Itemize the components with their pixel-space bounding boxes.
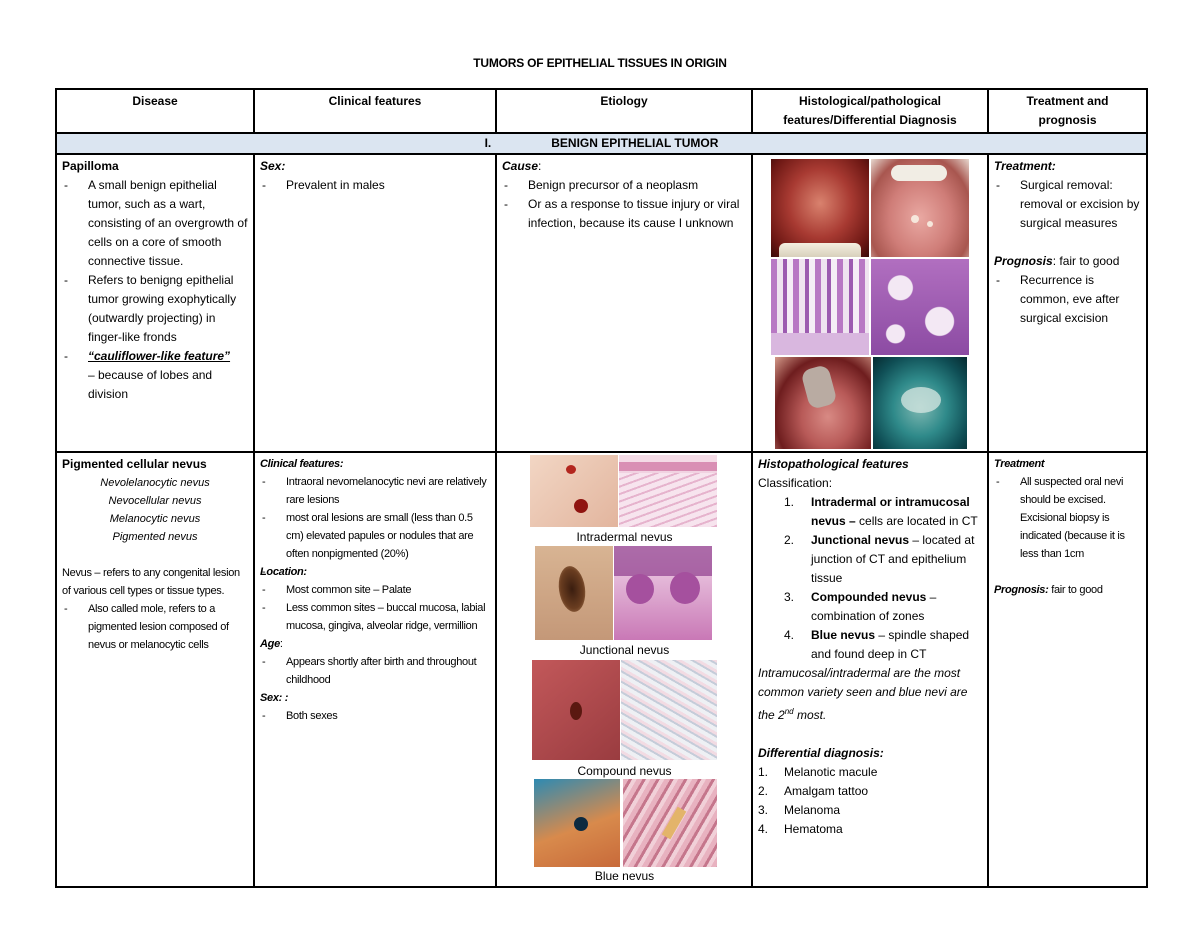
list-item: - All suspected oral nevi should be excised. Excisional biopsy is indicated (because it is less than 1cm — [994, 473, 1141, 563]
list-item: - Surgical removal: removal or excision by surgical measures — [994, 176, 1141, 233]
list-item: - Benign precursor of a neoplasm — [502, 176, 746, 195]
ddx-item: 4. Hematoma — [758, 822, 843, 836]
nevus-definition: Nevus – refers to any congenital lesion of various cell types or tissue types. — [62, 567, 240, 597]
header-treatment: Treatment and prognosis — [988, 89, 1147, 133]
list-item: - A small benign epithelial tumor, such as a wart, consisting of an overgrowth of cells on a core of smooth connective tissue. — [62, 176, 248, 271]
papilloma-clinical-cell — [254, 154, 496, 452]
class-item: 2. Junctional nevus – located at junction of CT and epithelium tissue — [784, 533, 975, 585]
list-item: - Or as a response to tissue injury or viral infection, because its cause I unknown — [502, 195, 746, 233]
tumor-table — [55, 88, 1148, 888]
list-item: - Prevalent in males — [260, 176, 490, 195]
header-row — [56, 89, 1147, 133]
papilloma-histology-2 — [871, 259, 969, 355]
age-label: Age — [260, 638, 280, 650]
nevus-disease-cell — [56, 452, 254, 887]
variety-note: Intramucosal/intradermal are the most common variety seen and blue nevi are the 2nd most. — [758, 666, 968, 722]
junctional-histology — [614, 546, 712, 640]
header-etiology: Etiology — [496, 89, 752, 133]
papilloma-histology-1 — [771, 259, 869, 355]
papilloma-treatment-cell — [988, 154, 1147, 452]
class-item: 3. Compounded nevus – combination of zones — [784, 590, 937, 623]
synonym: Melanocytic nevus — [109, 513, 201, 525]
compound-histology — [621, 660, 717, 760]
blue-histology — [623, 779, 717, 867]
section-title: I. BENIGN EPITHELIAL TUMOR — [56, 133, 1147, 154]
clinical-features-label: Clinical features: — [260, 458, 344, 470]
sex-label: Sex: — [260, 159, 286, 173]
prognosis-value: : fair to good — [1052, 254, 1120, 268]
class-item: 4. Blue nevus – spindle shaped and found deep in CT — [784, 628, 970, 661]
synonym: Pigmented nevus — [112, 531, 198, 543]
header-disease: Disease — [56, 89, 254, 133]
treatment-label: Treatment — [994, 458, 1045, 470]
nevus-images-cell — [496, 452, 752, 887]
synonym: Nevolelanocytic nevus — [100, 477, 210, 489]
nevus-histo-cell — [752, 452, 988, 887]
section-row — [56, 133, 1147, 154]
page-title: TUMORS OF EPITHELIAL TISSUES IN ORIGIN — [473, 56, 727, 70]
compound-caption: Compound nevus — [577, 764, 672, 778]
list-item: - Less common sites – buccal mucosa, labial mucosa, gingiva, alveolar ridge, vermillion — [260, 599, 490, 635]
papilloma-photo-1 — [771, 159, 869, 257]
classification-label: Classification: — [758, 476, 833, 490]
header-clinical: Clinical features — [254, 89, 496, 133]
blue-photo — [534, 779, 620, 867]
class-item: 1. Intradermal or intramucosal nevus – cells are located in CT — [784, 495, 978, 528]
ddx-item: 1. Melanotic macule — [758, 765, 878, 779]
nevus-treatment-cell — [988, 452, 1147, 887]
papilloma-disease-cell — [56, 154, 254, 452]
junctional-photo — [535, 546, 613, 640]
intradermal-photo — [530, 455, 618, 527]
list-item: - “cauliflower-like feature” – because of lobes and division — [62, 347, 248, 404]
list-item: - Also called mole, refers to a pigmented lesion composed of nevus or melanocytic cells — [62, 600, 248, 654]
intradermal-caption: Intradermal nevus — [576, 530, 673, 544]
disease-name: Papilloma — [62, 159, 119, 173]
prognosis-value: fair to good — [1048, 584, 1103, 596]
prognosis-label: Prognosis — [994, 254, 1053, 268]
papilloma-photo-4 — [873, 357, 967, 449]
papilloma-etiology-cell: Cause: - Benign precursor of a neoplasm - Or as a response to tissue injury or viral infection, because its cause I unknown — [496, 154, 752, 452]
list-item: - Intraoral nevomelanocytic nevi are relatively rare lesions — [260, 473, 490, 509]
list-item: - most oral lesions are small (less than 0.5 cm) elevated papules or nodules that are often nonpigmented (20%) — [260, 509, 490, 563]
papilloma-row — [56, 154, 1147, 452]
synonym: Nevocellular nevus — [108, 495, 202, 507]
papilloma-photo-3 — [775, 357, 871, 449]
list-item: - Recurrence is common, eve after surgical excision — [994, 271, 1141, 328]
location-label: Location: — [260, 566, 307, 578]
list-item: - Refers to benigng epithelial tumor growing exophytically (outwardly projecting) in finger-like fronds — [62, 271, 248, 347]
sex-label: Sex: : — [260, 692, 289, 704]
nevus-row — [56, 452, 1147, 887]
disease-name: Pigmented cellular nevus — [62, 457, 207, 471]
cause-label: Cause — [502, 159, 539, 173]
list-item: - Both sexes — [260, 707, 490, 725]
junctional-caption: Junctional nevus — [579, 643, 670, 657]
ddx-item: 2. Amalgam tattoo — [758, 784, 869, 798]
papilloma-images-cell — [752, 154, 988, 452]
blue-caption: Blue nevus — [594, 869, 655, 883]
compound-photo — [532, 660, 620, 760]
header-histo: Histological/pathological features/Differential Diagnosis — [752, 89, 988, 133]
ddx-item: 3. Melanoma — [758, 803, 841, 817]
nevus-clinical-cell: Clinical features: - Intraoral nevomelanocytic nevi are relatively rare lesions - most oral lesions are small (less than 0.5 cm) elevated papules or nodules that are often nonpigmented (20%) Location: - Most common site – Palate - Less common sites – buccal mucosa, labial mucosa, gingiva, alveolar ridge, vermillion Age: - Appears shortly after birth and throughout childhood Sex: : - Both sexes — [254, 452, 496, 887]
intradermal-histology — [619, 455, 717, 527]
treatment-label: Treatment: — [994, 159, 1056, 173]
list-item: - Most common site – Palate — [260, 581, 490, 599]
papilloma-photo-2 — [871, 159, 969, 257]
histopathological-label: Histopathological features — [758, 457, 909, 471]
prognosis-label: Prognosis: — [994, 584, 1049, 596]
differential-label: Differential diagnosis: — [758, 746, 884, 760]
list-item: - Appears shortly after birth and throughout childhood — [260, 653, 490, 689]
